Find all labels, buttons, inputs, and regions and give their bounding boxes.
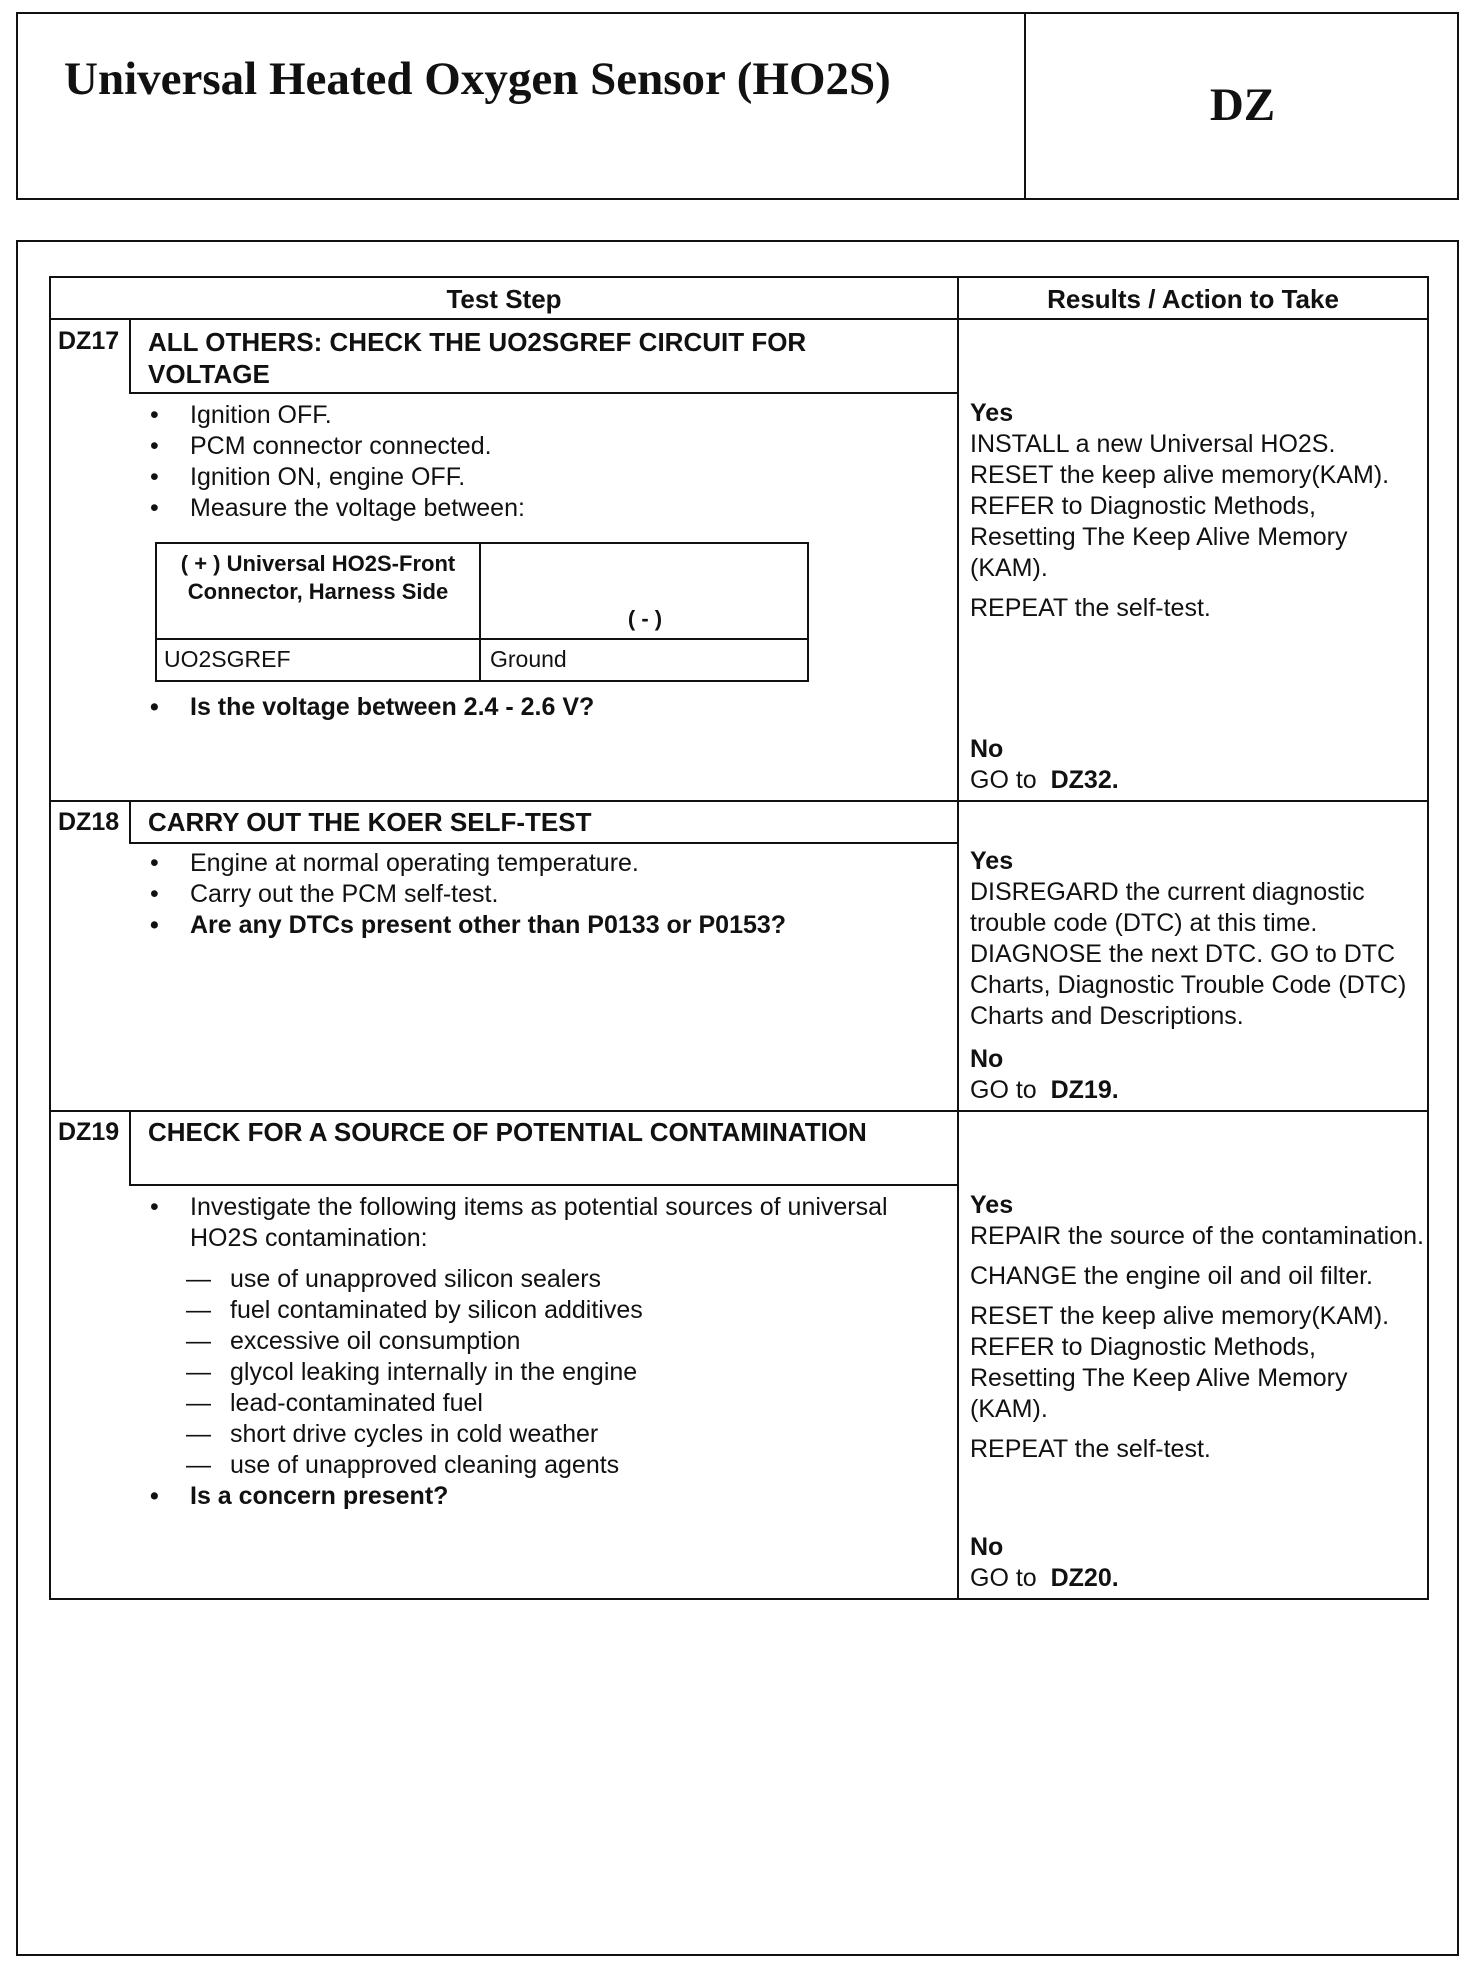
question-text: • Is the voltage between 2.4 - 2.6 V? xyxy=(146,692,946,723)
list-item: — lead-contaminated fuel xyxy=(186,1388,906,1419)
no-action xyxy=(970,1563,1425,1594)
step-instructions xyxy=(146,1192,916,1254)
result-no xyxy=(970,1532,1425,1594)
measure-cell-minus: Ground xyxy=(490,646,567,672)
table-header-border xyxy=(49,318,1429,320)
yes-label: Yes xyxy=(970,399,1014,427)
measure-header-plus: ( + ) Universal HO2S-Front Connector, Harness Side xyxy=(180,551,456,604)
no-label: No xyxy=(970,735,1004,763)
step-code: DZ18 xyxy=(58,808,120,836)
goto-text: GO to xyxy=(970,766,1037,794)
yes-label: Yes xyxy=(970,847,1014,875)
question-text: • Is a concern present? xyxy=(146,1481,946,1512)
step-code-divider xyxy=(129,800,131,842)
row-divider xyxy=(49,800,1429,802)
no-action xyxy=(970,765,1425,796)
no-label: No xyxy=(970,1045,1004,1073)
measure-cell-plus: UO2SGREF xyxy=(164,646,291,672)
column-divider xyxy=(957,276,959,1600)
step-title: CARRY OUT THE KOER SELF-TEST xyxy=(148,807,592,837)
result-no xyxy=(970,734,1425,796)
yes-label: Yes xyxy=(970,1191,1014,1219)
list-item: — glycol leaking internally in the engine xyxy=(186,1357,906,1388)
yes-action: RESET the keep alive memory(KAM). xyxy=(970,461,1390,489)
result-yes xyxy=(970,1190,1425,1465)
row-divider xyxy=(49,1110,1429,1112)
step-code: DZ17 xyxy=(58,327,120,355)
step-title-underline xyxy=(129,842,959,844)
goto-link-dz32[interactable]: DZ32. xyxy=(1050,766,1119,794)
yes-action: REFER to Diagnostic Methods, Resetting The Keep Alive Memory (KAM). xyxy=(970,1333,1348,1423)
step-title-underline xyxy=(129,392,959,394)
list-item: • Ignition ON, engine OFF. xyxy=(146,462,946,493)
goto-text: GO to xyxy=(970,1076,1037,1104)
goto-link-dz19[interactable]: DZ19. xyxy=(1050,1076,1119,1104)
table-left-border xyxy=(49,276,51,1600)
measure-header-minus: ( - ) xyxy=(627,606,663,631)
yes-action: DISREGARD the current diagnostic trouble code (DTC) at this time. DIAGNOSE the next DTC. GO to DTC Charts, Diagnostic Trouble Code (DTC) Charts and Descriptions. xyxy=(970,878,1407,1030)
yes-action: REPEAT the self-test. xyxy=(970,594,1211,622)
list-item: • Investigate the following items as potential sources of universal HO2S contamination: xyxy=(146,1192,916,1254)
result-no xyxy=(970,1044,1425,1106)
question-text: • Are any DTCs present other than P0133 or P0153? xyxy=(146,910,946,941)
goto-text: GO to xyxy=(970,1564,1037,1592)
yes-action: CHANGE the engine oil and oil filter. xyxy=(970,1262,1373,1290)
list-item: • Ignition OFF. xyxy=(146,400,946,431)
yes-action: REPAIR the source of the contamination. xyxy=(970,1222,1424,1250)
result-yes xyxy=(970,398,1425,624)
step-code-divider xyxy=(129,318,131,392)
column-header-test-step: Test Step xyxy=(446,284,562,314)
list-item: • Carry out the PCM self-test. xyxy=(146,879,946,910)
step-instructions xyxy=(146,400,946,524)
list-item: • Engine at normal operating temperature. xyxy=(146,848,946,879)
step-code: DZ19 xyxy=(58,1118,120,1146)
step-title-underline xyxy=(129,1184,959,1186)
no-action xyxy=(970,1075,1425,1106)
list-item: — excessive oil consumption xyxy=(186,1326,906,1357)
yes-action: REPEAT the self-test. xyxy=(970,1435,1211,1463)
table-right-border xyxy=(1427,276,1429,1600)
yes-action: RESET the keep alive memory(KAM). xyxy=(970,1302,1390,1330)
list-item: — short drive cycles in cold weather xyxy=(186,1419,906,1450)
no-label: No xyxy=(970,1533,1004,1561)
list-item: • Measure the voltage between: xyxy=(146,493,946,524)
goto-link-dz20[interactable]: DZ20. xyxy=(1050,1564,1119,1592)
section-code: DZ xyxy=(1209,79,1276,131)
table-bottom-border xyxy=(49,1598,1429,1600)
list-item: • PCM connector connected. xyxy=(146,431,946,462)
list-item: — use of unapproved cleaning agents xyxy=(186,1450,906,1481)
step-title: ALL OTHERS: CHECK THE UO2SGREF CIRCUIT FOR VOLTAGE xyxy=(148,327,807,389)
measure-table-divider xyxy=(155,638,809,640)
step-code-divider xyxy=(129,1110,131,1184)
result-yes xyxy=(970,846,1425,1032)
page-title: Universal Heated Oxygen Sensor (HO2S) xyxy=(64,53,891,105)
step-instructions xyxy=(146,848,946,941)
column-header-results: Results / Action to Take xyxy=(1047,284,1339,314)
yes-action: REFER to Diagnostic Methods, Resetting The Keep Alive Memory (KAM). xyxy=(970,492,1348,582)
list-item: — use of unapproved silicon sealers xyxy=(186,1264,906,1295)
yes-action: INSTALL a new Universal HO2S. xyxy=(970,430,1336,458)
contamination-sources xyxy=(186,1264,906,1481)
step-question xyxy=(146,692,946,723)
step-question xyxy=(146,1481,946,1512)
step-title: CHECK FOR A SOURCE OF POTENTIAL CONTAMINATION xyxy=(148,1117,867,1147)
list-item: — fuel contaminated by silicon additives xyxy=(186,1295,906,1326)
table-top-border xyxy=(49,276,1429,278)
